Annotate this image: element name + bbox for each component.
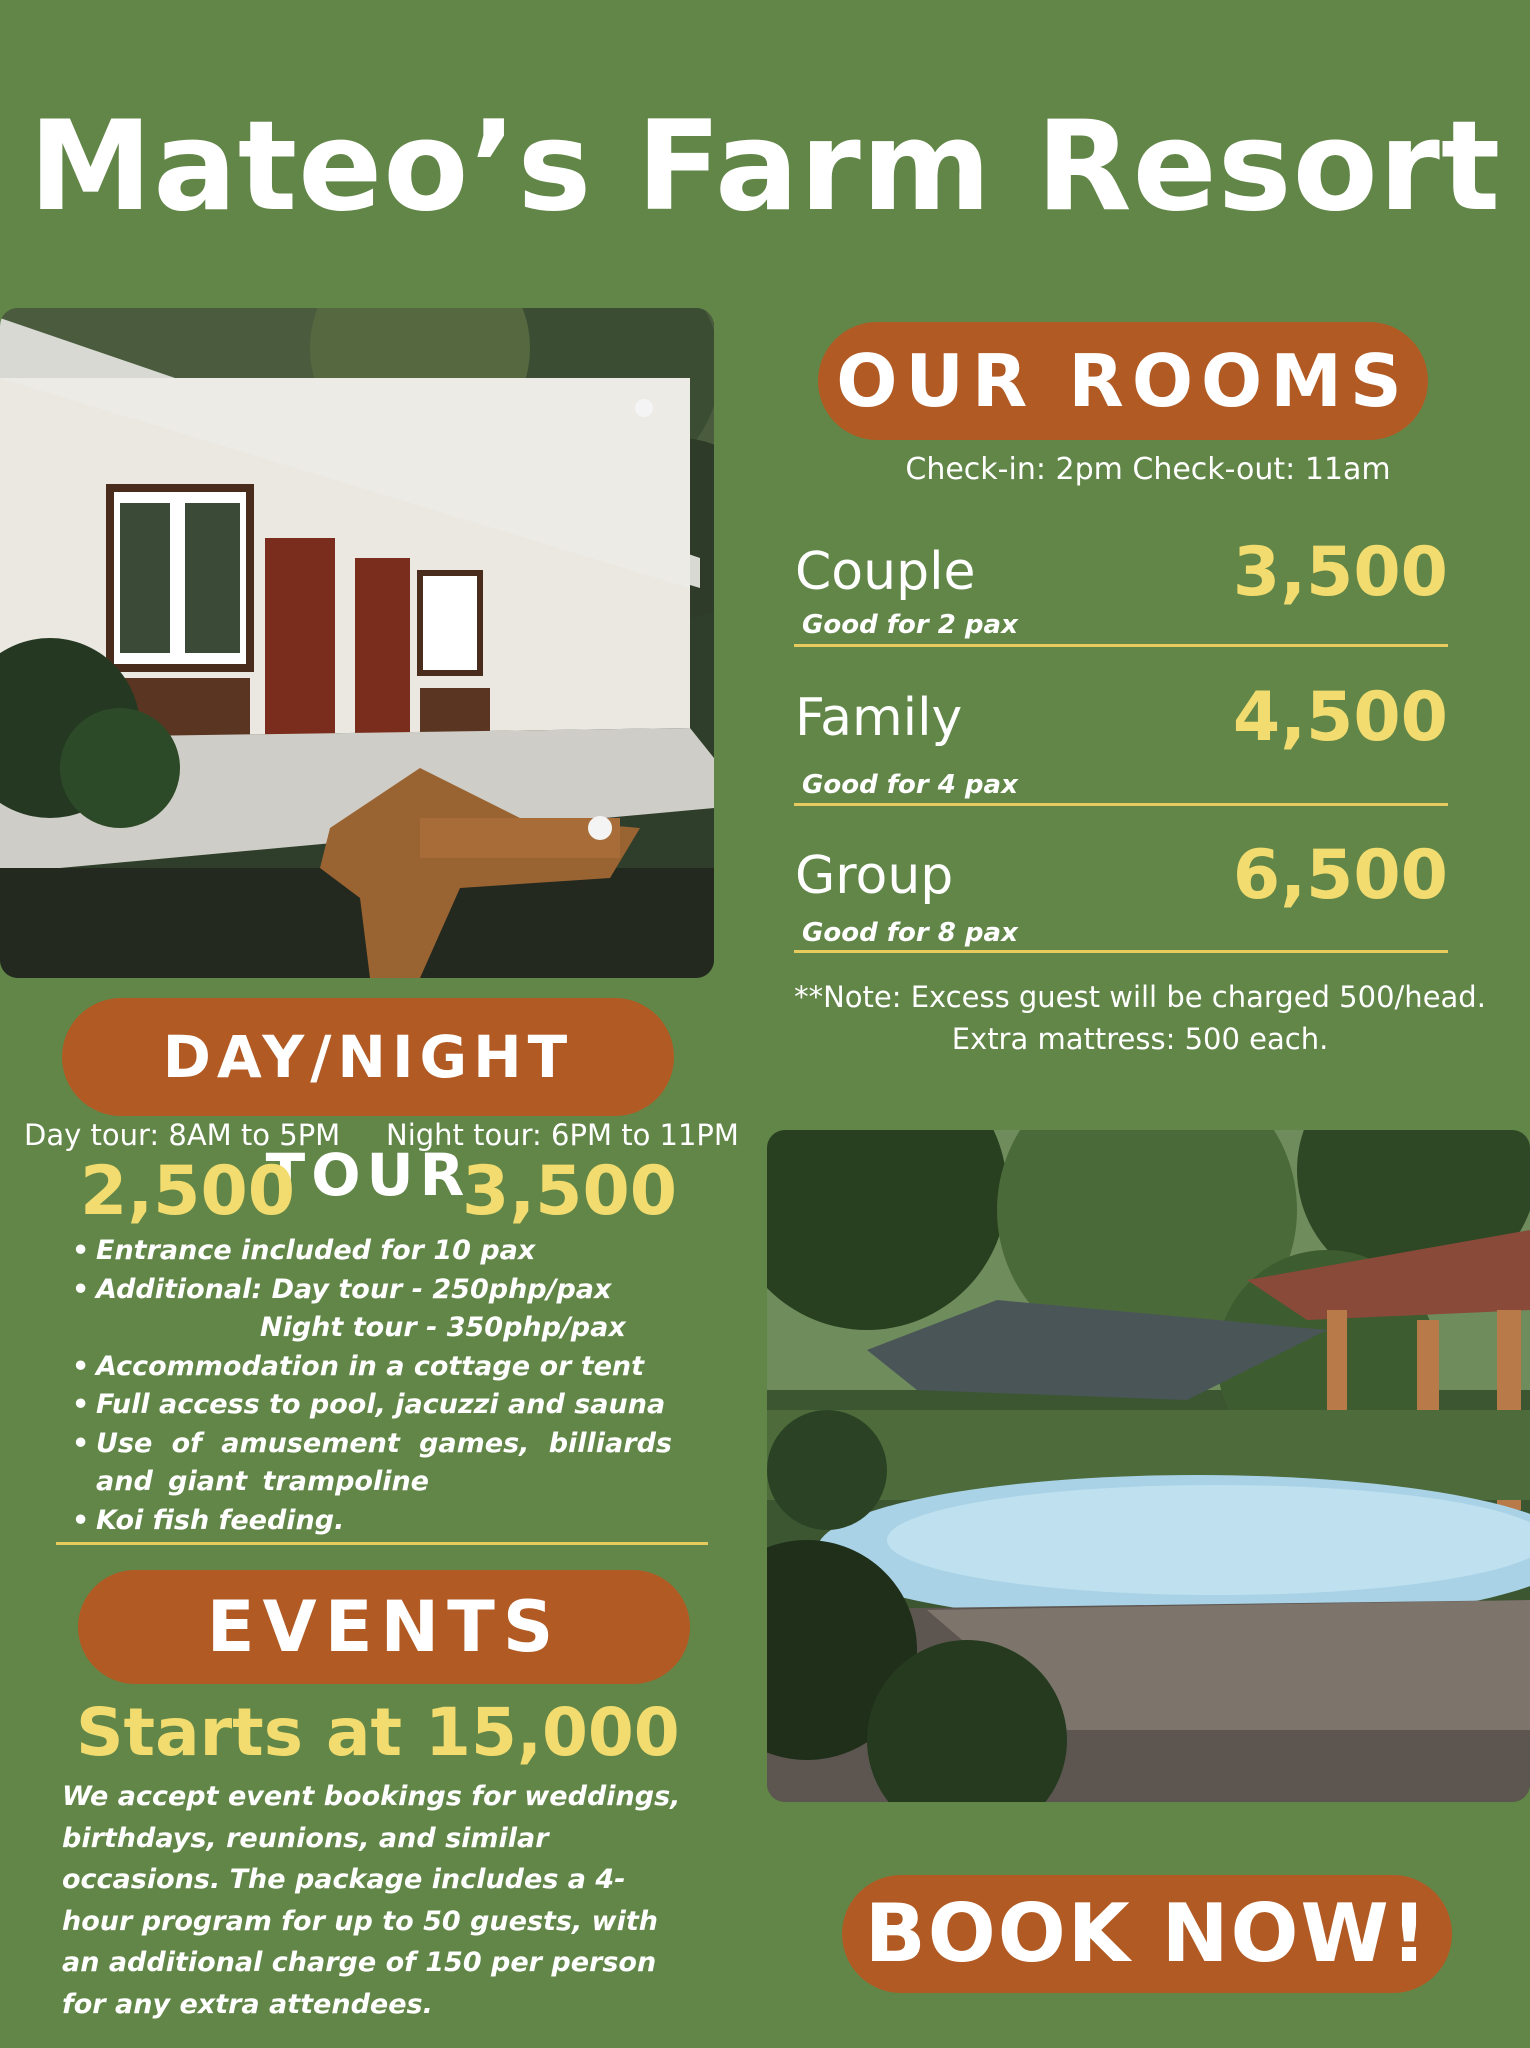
checkin-text: Check-in: 2pm Check-out: 11am: [905, 452, 1391, 487]
day-tour-label: Day tour: 8AM to 5PM: [24, 1118, 341, 1152]
room-price-couple: 3,500: [1232, 533, 1448, 612]
tour-heading: DAY/NIGHT TOUR: [62, 998, 674, 1116]
book-now-button[interactable]: BOOK NOW!: [842, 1875, 1452, 1993]
list-item: • Use of amusement games, billiards and giant trampoline: [72, 1425, 672, 1502]
rooms-note-line2: Extra mattress: 500 each.: [951, 1022, 1329, 1056]
tour-inclusions-list: [72, 1232, 672, 1540]
night-tour-label: Night tour: 6PM to 11PM: [386, 1118, 739, 1152]
events-heading: EVENTS: [78, 1570, 690, 1684]
tour-divider: [56, 1542, 708, 1545]
list-item: • Additional: Day tour - 250php/pax: [72, 1271, 672, 1310]
events-description: We accept event bookings for weddings, birthdays, reunions, and similar occasions. The package includes a 4-hour program for up to 50 guests, with an additional charge of 150 per person for any extra attendees.: [62, 1781, 681, 2020]
rooms-note-line1: **Note: Excess guest will be charged 500/head.: [794, 980, 1486, 1014]
list-item: Night tour - 350php/pax: [260, 1312, 626, 1343]
room-note-group: Good for 8 pax: [802, 918, 1018, 948]
pool-photo: [767, 1130, 1530, 1802]
rooms-heading: OUR ROOMS: [818, 322, 1428, 440]
building-photo: [0, 308, 714, 978]
page-title: Mateo’s Farm Resort: [28, 95, 1502, 239]
list-item: • Entrance included for 10 pax: [72, 1232, 672, 1271]
room-divider: [794, 950, 1448, 953]
list-item: • Full access to pool, jacuzzi and sauna: [72, 1386, 672, 1425]
room-name-family: Family: [795, 688, 963, 748]
room-name-group: Group: [795, 846, 954, 906]
room-price-family: 4,500: [1232, 678, 1448, 757]
list-item: • Koi fish feeding.: [72, 1502, 672, 1541]
room-name-couple: Couple: [795, 542, 976, 602]
night-tour-price: 3,500: [462, 1152, 678, 1231]
room-divider: [794, 644, 1448, 647]
events-price: Starts at 15,000: [76, 1694, 680, 1771]
day-tour-price: 2,500: [80, 1152, 296, 1231]
list-item: • Accommodation in a cottage or tent: [72, 1348, 672, 1387]
room-price-group: 6,500: [1232, 836, 1448, 915]
room-divider: [794, 803, 1448, 806]
room-note-family: Good for 4 pax: [802, 770, 1018, 800]
room-note-couple: Good for 2 pax: [802, 610, 1018, 640]
